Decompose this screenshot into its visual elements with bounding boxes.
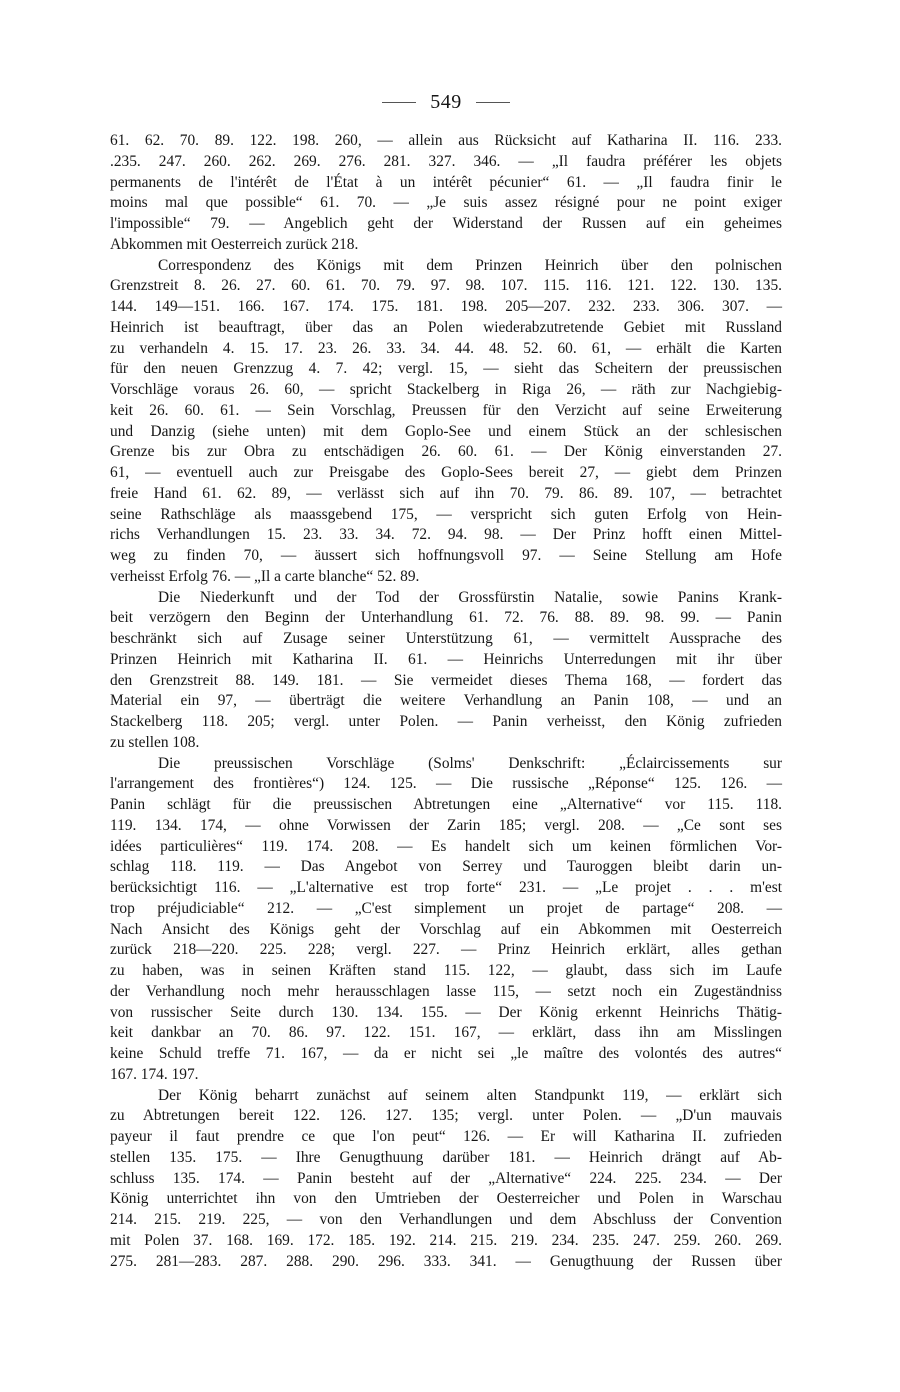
text-line: 119. 134. 174, — ohne Vorwissen der Zarin 185; vergl. 208. — „Ce sont ses: [110, 816, 782, 834]
header-rule-left: [382, 102, 416, 103]
text-line: Vorschläge voraus 26. 60, — spricht Stackelberg in Riga 26, — räth zur Nachgiebig-: [110, 381, 782, 398]
text-line: 61, — eventuell auch zur Preisgabe des Goplo-Sees bereit 27, — giebt dem Prinzen: [110, 464, 782, 481]
text-line: moins mal que possible“ 61. 70. — „Je suis assez résigné pour ne point exiger: [110, 194, 782, 212]
text-line: Prinzen Heinrich mit Katharina II. 61. — Heinrichs Unterredungen mit ihr über: [110, 650, 782, 668]
text-line: 167. 174. 197.: [110, 1065, 199, 1083]
header-rule-right: [476, 102, 510, 103]
text-line: richs Verhandlungen 15. 23. 33. 34. 72. 94. 98. — Der Prinz hofft einen Mittel-: [110, 526, 782, 544]
text-line: verheisst Erfolg 76. — „Il a carte blanche“ 52. 89.: [110, 567, 420, 585]
text-line: beit verzögern den Beginn der Unterhandlung 61. 72. 76. 88. 89. 98. 99. — Panin: [110, 609, 782, 627]
text-line: Abkommen mit Oesterreich zurück 218.: [110, 235, 359, 253]
text-line: Der König beharrt zunächst auf seinem alten Standpunkt 119, — erklärt sich: [158, 1086, 782, 1104]
paragraph: [110, 754, 782, 1086]
text-line: Material ein 97, — überträgt die weitere Verhandlung an Panin 108, — und an: [110, 692, 782, 710]
text-line: und Danzig (siehe unten) mit dem Goplo-See und einem Stück an der schlesischen: [110, 422, 782, 440]
text-line: Grenze bis zur Obra zu entschädigen 26. 60. 61. — Der König einverstanden 27.: [110, 443, 782, 461]
body-text: [110, 131, 782, 1272]
text-line: 144. 149—151. 166. 167. 174. 175. 181. 198. 205—207. 232. 233. 306. 307. —: [110, 298, 782, 315]
text-line: mit Polen 37. 168. 169. 172. 185. 192. 214. 215. 219. 234. 235. 247. 259. 260. 269.: [110, 1231, 782, 1249]
page-number: 549: [430, 90, 462, 113]
text-line: Die Niederkunft und der Tod der Grossfürstin Natalie, sowie Panins Krank-: [158, 588, 782, 606]
text-line: seine Rathschläge als maassgebend 175, — verspricht sich guten Erfolg von Hein-: [110, 505, 782, 523]
paragraph: [110, 1086, 782, 1273]
text-line: freie Hand 61. 62. 89, — verlässt sich auf ihn 70. 79. 86. 89. 107, — betrachtet: [110, 484, 782, 502]
text-line: weg zu finden 70, — äussert sich hoffnungsvoll 97. — Seine Stellung am Hofe: [110, 547, 782, 564]
text-line: Grenzstreit 8. 26. 27. 60. 61. 70. 79. 97. 98. 107. 115. 116. 121. 122. 130. 135.: [110, 277, 782, 295]
text-line: 61. 62. 70. 89. 122. 198. 260, — allein aus Rücksicht auf Katharina II. 116. 233.: [110, 132, 782, 149]
text-line: zu stellen 108.: [110, 733, 200, 751]
text-line: l'arrangement des frontières“) 124. 125. — Die russische „Réponse“ 125. 126. —: [110, 775, 782, 793]
text-line: Correspondenz des Königs mit dem Prinzen Heinrich über den polnischen: [158, 256, 782, 274]
text-line: Die preussischen Vorschläge (Solms' Denkschrift: „Éclaircissements sur: [158, 754, 782, 772]
text-line: keit 26. 60. 61. — Sein Vorschlag, Preussen für den Verzicht auf seine Erweiterung: [110, 401, 782, 419]
text-line: den Grenzstreit 88. 149. 181. — Sie vermeidet dieses Thema 168, — fordert das: [110, 671, 782, 689]
text-line: Nach Ansicht des Königs geht der Vorschlag auf ein Abkommen mit Oesterreich: [110, 920, 782, 938]
text-line: zu haben, was in seinen Kräften stand 115. 122, — glaubt, dass sich im Laufe: [110, 962, 782, 979]
text-line: l'impossible“ 79. — Angeblich geht der Widerstand der Russen auf ein geheimes: [110, 215, 782, 232]
text-line: zu verhandeln 4. 15. 17. 23. 26. 33. 34. 44. 48. 52. 60. 61, — erhält die Karten: [110, 339, 782, 357]
text-line: idées particulières“ 119. 174. 208. — Es handelt sich um keinen förmlichen Vor-: [110, 837, 782, 855]
page-header: [110, 86, 782, 118]
text-line: .235. 247. 260. 262. 269. 276. 281. 327. 346. — „Il faudra préférer les objets: [110, 152, 782, 170]
text-line: zu Abtretungen bereit 122. 126. 127. 135; vergl. unter Polen. — „D'un mauvais: [110, 1107, 782, 1125]
text-line: keit dankbar an 70. 86. 97. 122. 151. 167, — erklärt, dass ihn am Misslingen: [110, 1024, 782, 1042]
paragraph: [110, 131, 782, 256]
text-line: trop préjudiciable“ 212. — „C'est simplement un projet de partage“ 208. —: [110, 899, 782, 917]
text-line: 214. 215. 219. 225, — von den Verhandlungen und dem Abschluss der Convention: [110, 1211, 782, 1228]
text-line: payeur il faut prendre ce que l'on peut“ 126. — Er will Katharina II. zufrieden: [110, 1128, 782, 1145]
text-line: von russischer Seite durch 130. 134. 155. — Der König erkennt Heinrichs Thätig-: [110, 1003, 782, 1021]
text-line: 275. 281—283. 287. 288. 290. 296. 333. 341. — Genugthuung der Russen über: [110, 1252, 782, 1270]
paragraph: [110, 256, 782, 588]
document-page: [110, 86, 782, 1272]
paragraph: [110, 588, 782, 754]
text-line: Panin schlägt für die preussischen Abtretungen eine „Alternative“ vor 115. 118.: [110, 796, 782, 813]
text-line: Heinrich ist beauftragt, über das an Polen wiederabzutretende Gebiet mit Russland: [110, 318, 782, 336]
text-line: der Verhandlung noch mehr herausschlagen lasse 115, — setzt noch ein Zugeständniss: [110, 982, 782, 1000]
text-line: König unterrichtet ihn von den Umtrieben der Oesterreicher und Polen in Warschau: [110, 1190, 782, 1208]
text-line: berücksichtigt 116. — „L'alternative est trop forte“ 231. — „Le projet . . . m'est: [110, 879, 782, 896]
text-line: beschränkt sich auf Zusage seiner Unterstützung 61, — vermittelt Aussprache des: [110, 630, 782, 647]
text-line: Stackelberg 118. 205; vergl. unter Polen. — Panin verheisst, den König zufrieden: [110, 713, 782, 730]
text-line: permanents de l'intérêt de l'État à un intérêt pécunier“ 61. — „Il faudra finir le: [110, 173, 782, 191]
text-line: keine Schuld treffe 71. 167, — da er nicht sei „le maître des volontés des autres“: [110, 1045, 782, 1062]
text-line: für den neuen Grenzzug 4. 7. 42; vergl. 15, — sieht das Scheitern der preussischen: [110, 360, 782, 378]
text-line: schlag 118. 119. — Das Angebot von Serrey und Tauroggen bleibt darin un-: [110, 858, 782, 876]
text-line: schluss 135. 174. — Panin besteht auf der „Alternative“ 224. 225. 234. — Der: [110, 1169, 782, 1187]
text-line: zurück 218—220. 225. 228; vergl. 227. — Prinz Heinrich erklärt, alles gethan: [110, 941, 782, 959]
text-line: stellen 135. 175. — Ihre Genugthuung darüber 181. — Heinrich drängt auf Ab-: [110, 1148, 782, 1166]
